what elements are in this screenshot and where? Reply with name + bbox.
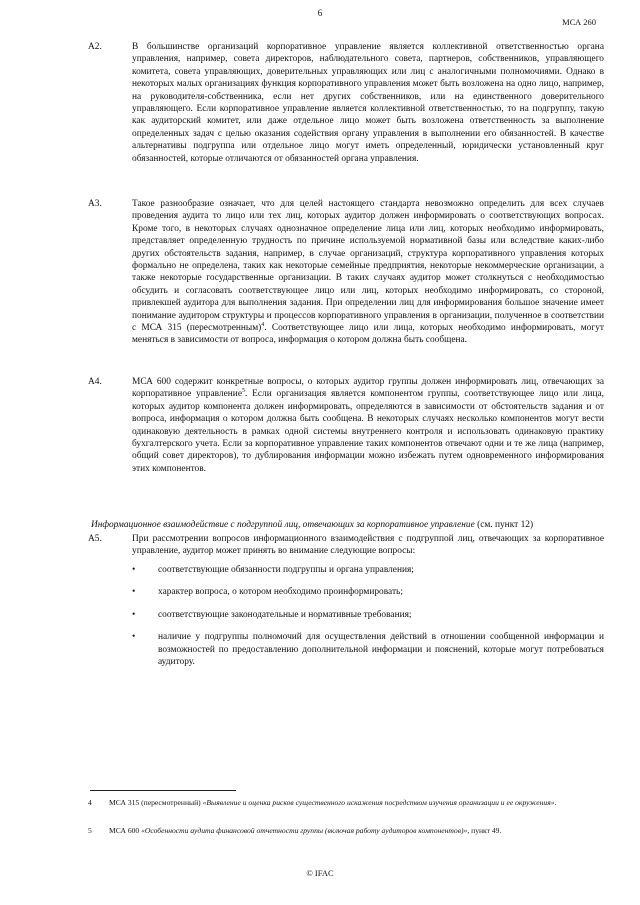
paragraph-number: A2. (88, 42, 102, 52)
list-item: • соответствующие обязанности подгруппы и органа управления; (132, 565, 414, 575)
paragraph-text: В большинстве организаций корпоративное управление является коллективной ответственностью органа управления, например, совета директоров, наблюдательного совета, партнеров, собственников, управляющего комитета, совета управляющих, доверительных управляющих или лиц с аналогичными полномочиями. Однако в некоторых малых организациях функция корпоративного управления может быть возложена на одно лицо, например, на руководителя-собственника, если нет других собственников, или на единственного доверительного управляющего. Если корпоративное управление является коллективной ответственностью, то на подгруппу, такую как аудиторский комитет, или даже отдельное лицо может быть возложена ответственность за выполнение определенных задач с целью оказания содействия органу управления в выполнении его обязанностей. В качестве альтернативы подгруппа или отдельное лицо могут иметь определенный, юридически установленный круг обязанностей, которые отличаются от обязанностей органа управления. (132, 42, 604, 164)
bullet-list (132, 564, 604, 678)
bullet-icon: • (132, 609, 136, 620)
copyright-footer: © IFAC (306, 868, 334, 878)
paragraph-text: МСА 600 содержит конкретные вопросы, о которых аудитор группы должен информировать лиц, отвечающих за корпоративное управление$^5$. Если организация является компонентом группы, соответствующее лицо или лица, которых аудитор компонента должен информировать, определяются в зависимости от обстоятельств задания и от вопроса, информация о котором должна быть сообщена. В некоторых случаях несколько компонентов могут вести одинаковую деятельность в рамках одной системы внутреннего контроля и использовать одинаковую практику бухгалтерского учета. Если за корпоративное управление таких компонентов отвечают одни и те же лица (например, общий совет директоров), то дублирования информации можно избежать путем одновременного информирования этих компонентов. (132, 377, 604, 474)
footnote-number: 5 (88, 826, 92, 835)
paragraph-a2 (88, 41, 604, 165)
paragraph-text: При рассмотрении вопросов информационного взаимодействия с подгруппой лиц, отвечающих за корпоративное управление, аудитор может принять во внимание следующие вопросы: (132, 534, 604, 557)
paragraph-a3 (88, 198, 604, 347)
list-item: • соответствующие законодательные и нормативные требования; (132, 609, 412, 620)
list-item: • характер вопроса, о котором необходимо проинформировать; (132, 587, 403, 598)
section-subheading: Информационное взаимодействие с подгруппой лиц, отвечающих за корпоративное управление (см. пункт 12) (91, 520, 534, 530)
paragraph-text: Такое разнообразие означает, что для целей настоящего стандарта невозможно определить для всех случаев проведения аудита то лицо или тех лиц, которых аудитор должен информировать о соответствующих вопросах. Кроме того, в некоторых случаях однозначное определение лица или лиц, которых необходимо информировать, представляет определенную трудность по причине используемой нормативной базы или вследствие каких-либо других обстоятельств задания, например, в случае организаций, структура корпоративного управления которых формально не определена, таких как некоторые семейные предприятия, некоторые некоммерческие организации, а также некоторые государственные организации. В таких случаях аудитор может столкнуться с необходимостью обсудить и согласовать соответствующее лицо или лиц, которых необходимо информировать, со стороной, привлекшей аудитора для выполнения задания. При определении лиц для информирования большое значение имеет понимание аудитором структуры и процессов корпоративного управления в организации, полученное в соответствии с МСА 315 (пересмотренным)$^4$. Соответствующее лицо или лица, которых необходимо информировать, могут меняться в зависимости от вопроса, информация о котором должна быть сообщена. (132, 199, 604, 346)
page-number: 6 (317, 8, 323, 18)
paragraph-number: A4. (88, 377, 102, 387)
footnote-text: МСА 600 «Особенности аудита финансовой отчетности группы (включая работу аудиторов компонентов)», пункт 49. (109, 826, 502, 835)
paragraph-number: A3. (88, 199, 102, 209)
footnote-number: 4 (88, 798, 92, 807)
bullet-icon: • (132, 632, 136, 643)
footnote-ref-5[interactable]: 5 (241, 388, 245, 395)
footnote-4 (88, 798, 604, 808)
footnote-divider (90, 790, 236, 791)
paragraph-number: A5. (88, 534, 102, 544)
bullet-icon: • (132, 565, 136, 575)
footnote-text: МСА 315 (пересмотренный) «Выявление и оценка рисков существенного искажения посредством изучения организации и ее окружения». (109, 798, 557, 807)
footnote-ref-4[interactable]: 4 (261, 321, 265, 328)
bullet-icon: • (132, 587, 136, 598)
paragraph-a5 (88, 533, 604, 558)
standard-label: МСА 260 (562, 17, 596, 27)
footnote-5 (88, 826, 604, 836)
list-item: • наличие у подгруппы полномочий для осуществления действий в отношении сообщенной информации и возможностей по предоставлению дополнительной информации и пояснений, которые могут потребоваться аудитору. (132, 632, 604, 668)
paragraph-a4 (88, 376, 604, 475)
